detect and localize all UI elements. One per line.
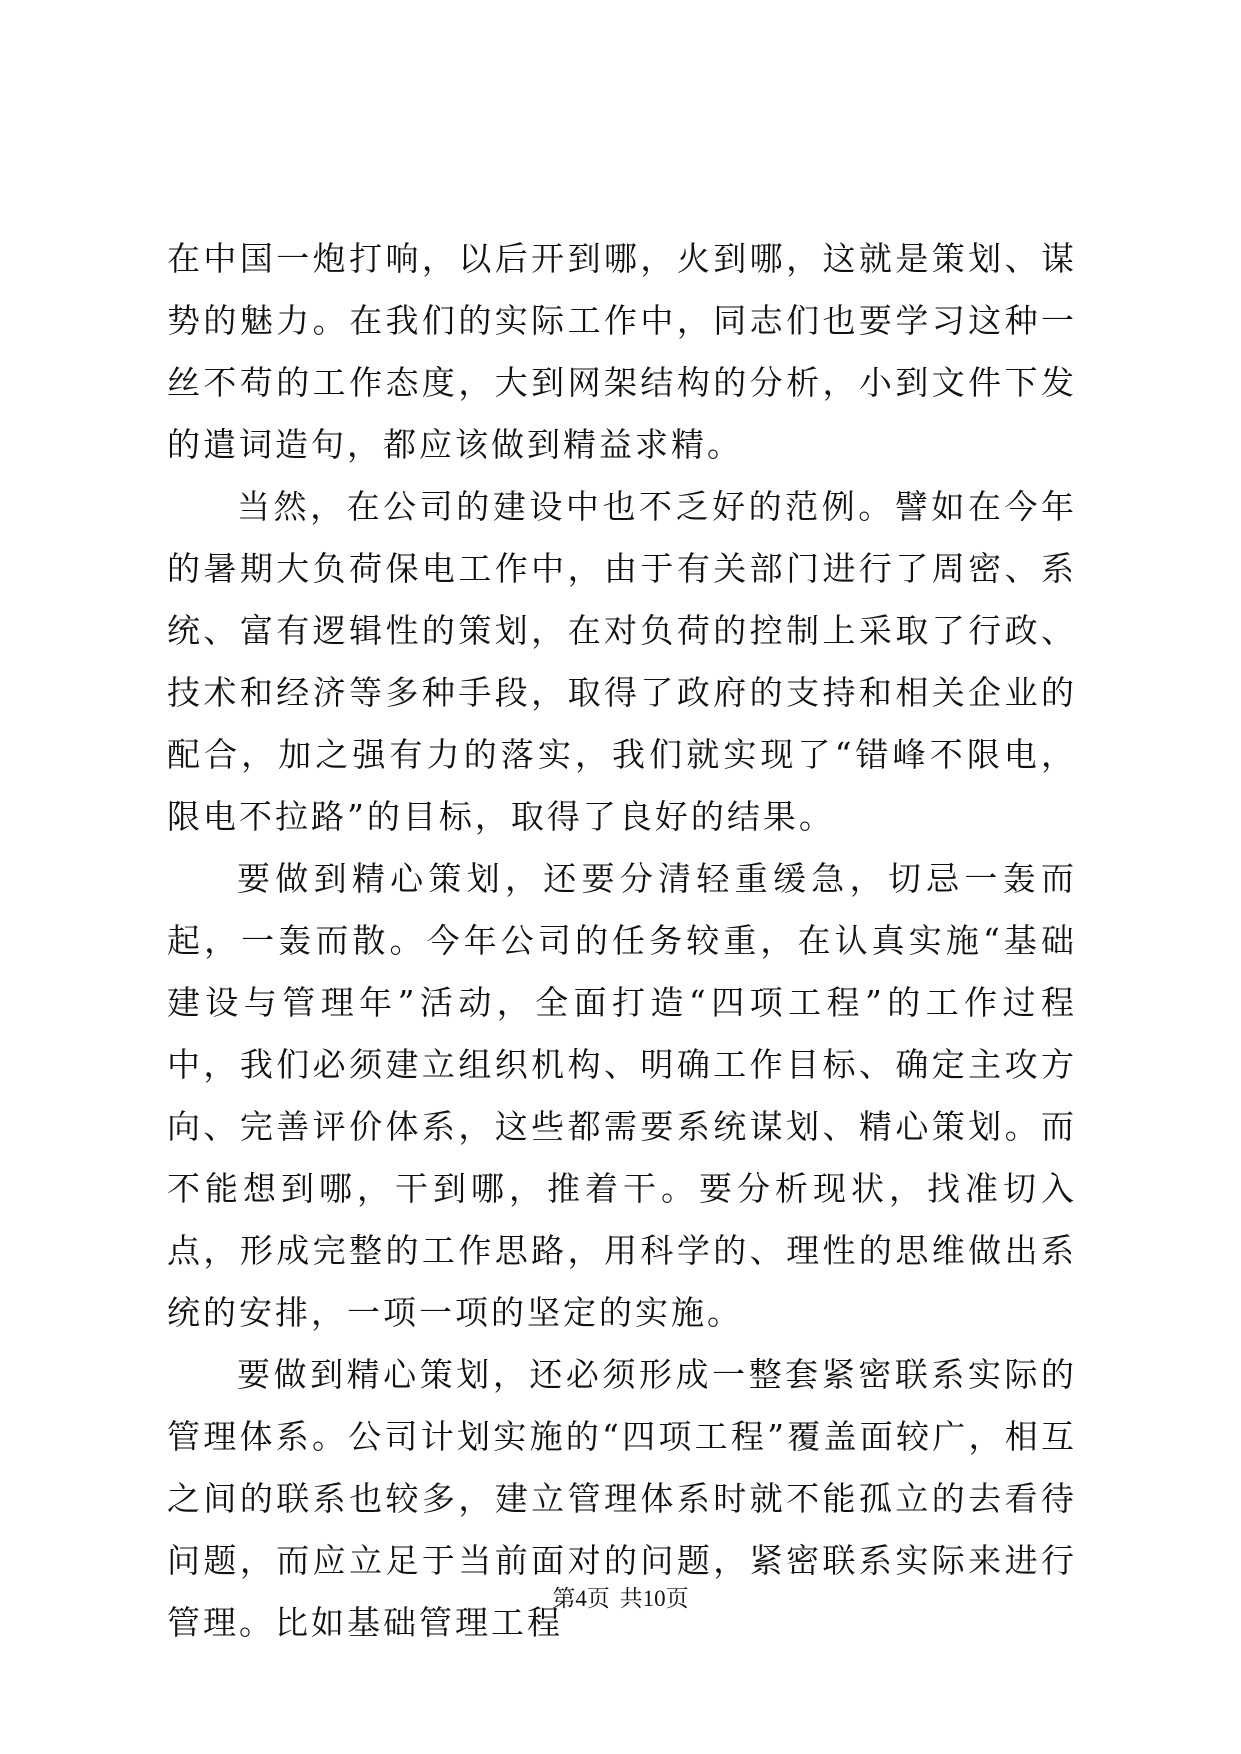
page-footer	[0, 1580, 1241, 1613]
page-number: 第4页	[552, 1586, 610, 1611]
document-body	[167, 228, 1077, 1654]
paragraph-continuation: 在中国一炮打响，以后开到哪，火到哪，这就是策划、谋势的魅力。在我们的实际工作中，同志们也要学习这种一丝不苟的工作态度，大到网架结构的分析，小到文件下发的遣词造句，都应该做到精益求精。	[167, 239, 1077, 464]
paragraph-priorities: 要做到精心策划，还要分清轻重缓急，切忌一轰而起，一轰而散。今年公司的任务较重，在认真实施“基础建设与管理年”活动，全面打造“四项工程”的工作过程中，我们必须建立组织机构、明确工作目标、确定主攻方向、完善评价体系，这些都需要系统谋划、精心策划。而不能想到哪，干到哪，推着干。要分析现状，找准切入点，形成完整的工作思路，用科学的、理性的思维做出系统的安排，一项一项的坚定的实施。	[167, 859, 1077, 1332]
page-total: 共10页	[619, 1586, 689, 1611]
paragraph-example: 当然，在公司的建设中也不乏好的范例。譬如在今年的暑期大负荷保电工作中，由于有关部门进行了周密、系统、富有逻辑性的策划，在对负荷的控制上采取了行政、技术和经济等多种手段，取得了政府的支持和相关企业的配合，加之强有力的落实，我们就实现了“错峰不限电，限电不拉路”的目标，取得了良好的结果。	[167, 487, 1077, 836]
paragraph-management-system: 要做到精心策划，还必须形成一整套紧密联系实际的管理体系。公司计划实施的“四项工程”覆盖面较广，相互之间的联系也较多，建立管理体系时就不能孤立的去看待问题，而应立足于当前面对的问题，紧密联系实际来进行管理。比如基础管理工程	[167, 1355, 1077, 1642]
